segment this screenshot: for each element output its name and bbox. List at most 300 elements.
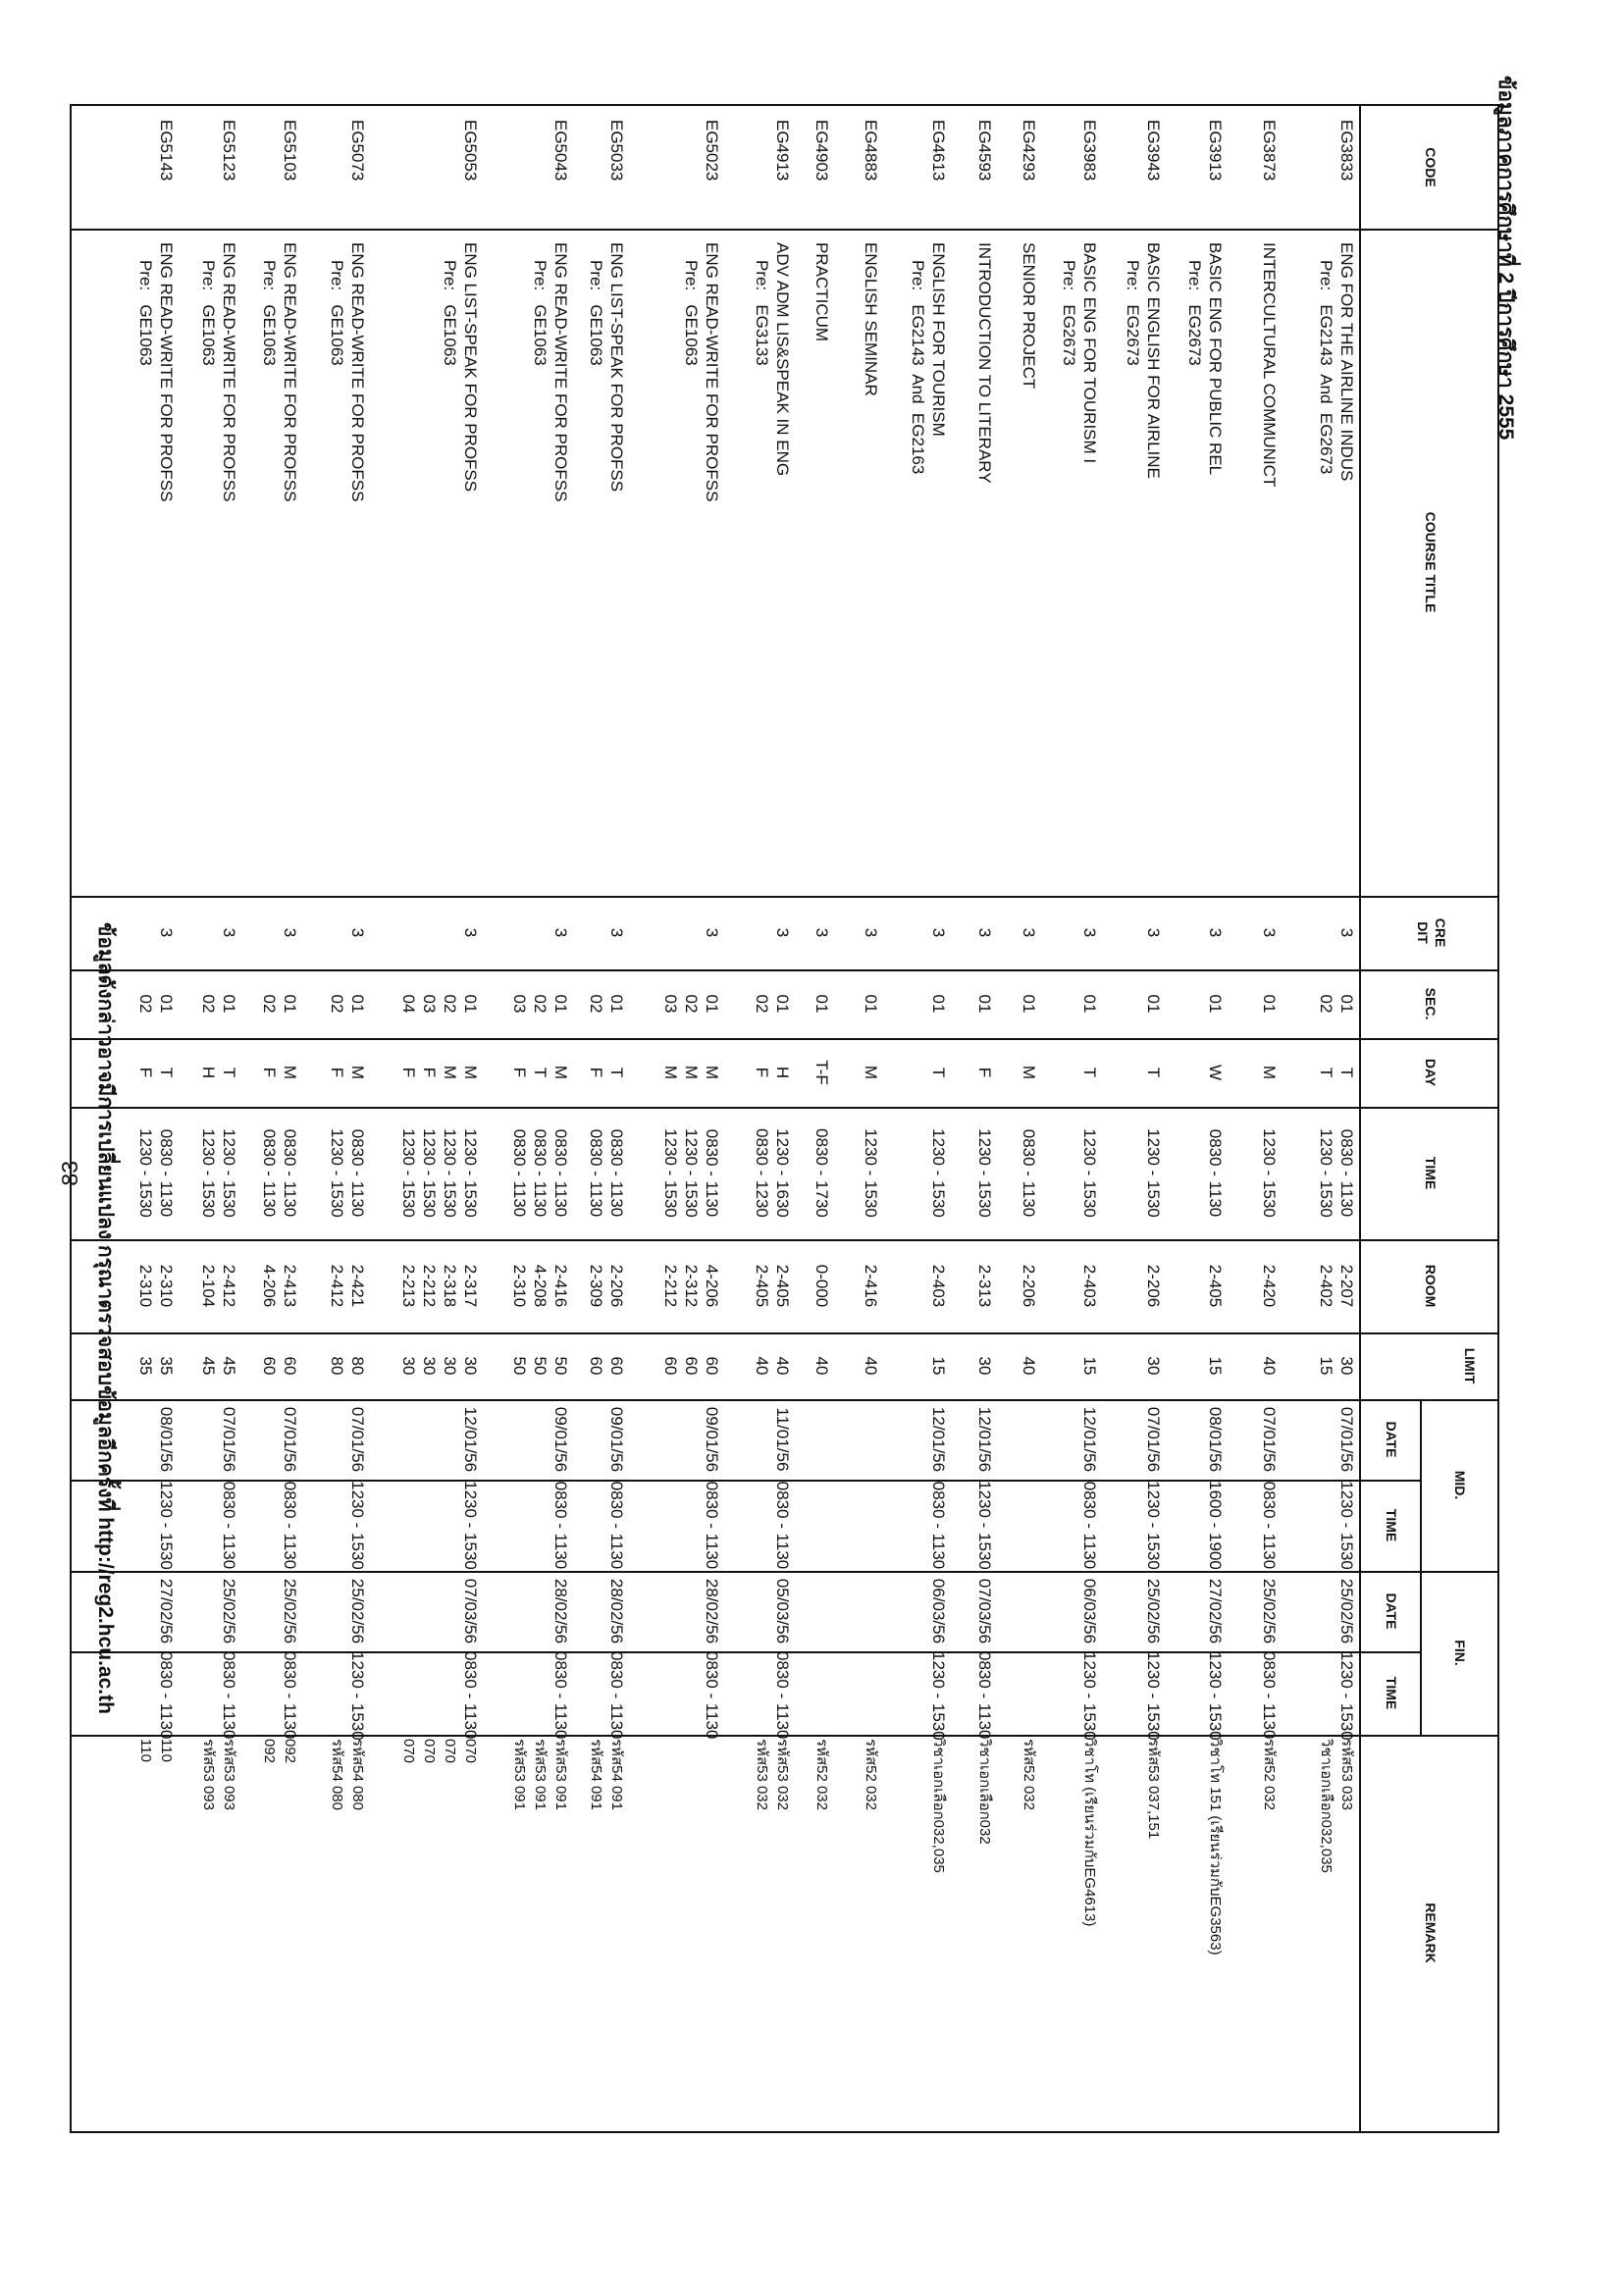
section-limit: 60 [281,1356,299,1376]
remark-text: รหัส53 091 [552,1739,569,1810]
final-exam-date: 25/02/56 [348,1578,367,1644]
section-number: 01 [975,994,994,1014]
section-time: 1230 - 1530 [1080,1128,1099,1218]
mid-exam-time: 0830 - 1130 [607,1481,626,1570]
section-room: 2-310 [157,1264,176,1308]
section-room: 2-416 [551,1264,570,1308]
section-day: M [682,1065,701,1080]
final-exam-time: 1230 - 1530 [1337,1651,1356,1741]
final-exam-time: 0830 - 1130 [220,1651,238,1740]
course-code: EG4883 [862,120,880,182]
course-title: ENG READ-WRITE FOR PROFSS [220,242,238,502]
header-rule [1359,106,1361,2131]
section-limit: 15 [1206,1356,1225,1376]
section-number: 04 [399,994,418,1014]
course-title: ENGLISH FOR TOURISM [929,242,948,437]
section-room: 2-206 [607,1264,626,1308]
section-number: 01 [348,994,367,1014]
section-number: 02 [531,994,550,1014]
final-exam-time: 0830 - 1130 [773,1651,792,1740]
final-exam-date: 07/03/56 [461,1578,480,1644]
section-limit: 60 [661,1356,680,1376]
section-limit: 80 [348,1356,367,1376]
course-code: EG5143 [157,120,176,182]
section-limit: 80 [328,1356,346,1376]
column-header: DAY [1423,1058,1439,1087]
mid-exam-date: 12/01/56 [461,1406,480,1473]
column-header: CODE [1423,147,1439,187]
course-title: ENG LIST-SPEAK FOR PROFSS [461,242,480,493]
section-day: T [1337,1067,1356,1078]
final-exam-date: 25/02/56 [220,1578,238,1644]
final-exam-date: 27/02/56 [1206,1578,1225,1644]
column-header: ROOM [1423,1264,1439,1308]
section-number: 01 [862,994,880,1014]
course-credit: 3 [773,927,792,938]
mid-exam-date: 07/01/56 [281,1406,299,1473]
course-code: EG4913 [773,120,792,182]
mid-exam-time: 0830 - 1130 [1080,1481,1099,1570]
section-limit: 30 [1337,1356,1356,1376]
section-day: H [199,1066,218,1079]
section-limit: 60 [260,1356,279,1376]
final-exam-time: 0830 - 1130 [607,1651,626,1740]
mid-exam-time: 0830 - 1130 [281,1481,299,1570]
remark-text: วิชาโท 151 (เรียนร่วมกับEG3563) [1207,1739,1224,1956]
section-number: 02 [753,994,771,1014]
mid-exam-date: 09/01/56 [703,1406,721,1473]
section-day: F [587,1067,605,1078]
remark-text: รหัส52 032 [1261,1739,1278,1810]
section-number: 01 [157,994,176,1014]
section-room: 2-412 [328,1264,346,1308]
course-credit: 3 [1144,927,1163,938]
column-header: COURSE TITLE [1423,511,1439,613]
course-prerequisite: Pre: GE1063 [531,260,550,366]
section-day: M [1260,1065,1279,1080]
section-day: T [1144,1067,1163,1078]
course-title: ENG READ-WRITE FOR PROFSS [551,242,570,502]
section-number: 01 [1337,994,1356,1014]
section-limit: 45 [199,1356,218,1376]
section-limit: 40 [753,1356,771,1376]
section-number: 01 [281,994,299,1014]
section-limit: 30 [399,1356,418,1376]
mid-exam-date: 07/01/56 [1337,1406,1356,1473]
section-room: 2-310 [136,1264,155,1308]
course-code: EG4293 [1020,120,1038,182]
course-title: ENG READ-WRITE FOR PROFSS [281,242,299,502]
section-number: 02 [136,994,155,1014]
section-time: 1230 - 1530 [136,1128,155,1218]
course-prerequisite: Pre: EG2143 And EG2673 [1317,260,1335,475]
course-prerequisite: Pre: EG2673 [1185,260,1204,366]
remark-text: 070 [442,1739,458,1764]
section-day: F [420,1067,439,1078]
section-limit: 40 [773,1356,792,1376]
course-credit: 3 [607,927,626,938]
section-room: 2-405 [1206,1264,1225,1308]
section-day: M [862,1065,880,1080]
section-time: 1230 - 1530 [682,1128,701,1218]
course-title: ENG READ-WRITE FOR PROFSS [157,242,176,502]
section-room: 2-412 [220,1264,238,1308]
section-time: 1230 - 1530 [862,1128,880,1218]
course-prerequisite: Pre: EG2673 [1060,260,1078,366]
course-credit: 3 [551,927,570,938]
section-time: 1230 - 1630 [773,1128,792,1218]
course-title: ENGLISH SEMINAR [862,242,880,396]
column-header: TIME [1423,1156,1439,1190]
section-limit: 15 [1080,1356,1099,1376]
section-day: M [461,1065,480,1080]
final-exam-date: 28/02/56 [551,1578,570,1644]
course-code: EG5033 [607,120,626,182]
section-number: 03 [510,994,529,1014]
section-limit: 15 [1317,1356,1335,1376]
remark-text: รหัส54 080 [349,1739,366,1810]
course-code: EG4903 [812,120,831,182]
section-room: 2-420 [1260,1264,1279,1308]
section-number: 01 [703,994,721,1014]
final-exam-time: 0830 - 1130 [975,1651,994,1740]
remark-text: รหัส52 032 [863,1739,879,1810]
course-credit: 3 [703,927,721,938]
remark-text: 070 [462,1739,479,1764]
section-time: 1230 - 1530 [661,1128,680,1218]
mid-exam-date: 09/01/56 [607,1406,626,1473]
section-day: M [281,1065,299,1080]
mid-exam-time: 1230 - 1530 [1144,1481,1163,1570]
course-credit: 3 [220,927,238,938]
course-title: BASIC ENG FOR TOURISM I [1080,242,1099,464]
course-prerequisite: Pre: GE1063 [682,260,701,366]
section-room: 2-104 [199,1264,218,1308]
final-exam-time: 1230 - 1530 [348,1651,367,1741]
section-day: T [607,1067,626,1078]
course-code: EG3833 [1337,120,1356,182]
header-rule [1420,1399,1422,1735]
section-number: 03 [420,994,439,1014]
course-prerequisite: Pre: EG3133 [753,260,771,366]
course-credit: 3 [1260,927,1279,938]
column-header: CRE [1433,917,1448,948]
section-day: M [703,1065,721,1080]
course-credit: 3 [812,927,831,938]
section-number: 01 [773,994,792,1014]
section-limit: 30 [1144,1356,1163,1376]
course-credit: 3 [975,927,994,938]
section-day: F [328,1067,346,1078]
remark-text: 070 [421,1739,438,1764]
mid-exam-date: 08/01/56 [1206,1406,1225,1473]
final-exam-date: 06/03/56 [1080,1578,1099,1644]
section-time: 1230 - 1530 [1317,1128,1335,1218]
remark-text: วิชาโท (เรียนร่วมกับEG4613) [1081,1739,1098,1927]
remark-text: รหัส52 032 [813,1739,830,1810]
section-limit: 35 [157,1356,176,1376]
column-header: REMARK [1423,1903,1439,1963]
final-exam-date: 28/02/56 [703,1578,721,1644]
column-rule [72,229,1497,231]
section-limit: 45 [220,1356,238,1376]
section-room: 4-208 [531,1264,550,1308]
section-day: M [551,1065,570,1080]
section-time: 1230 - 1530 [441,1128,459,1218]
remark-text: วิชาเอกเลือก032,035 [1318,1739,1335,1873]
section-day: H [773,1066,792,1079]
section-room: 2-318 [441,1264,459,1308]
column-header: DATE [1384,1592,1399,1630]
section-limit: 60 [682,1356,701,1376]
section-day: M [1020,1065,1038,1080]
section-limit: 40 [812,1356,831,1376]
mid-exam-date: 07/01/56 [220,1406,238,1473]
section-time: 0830 - 1130 [587,1128,605,1218]
section-day: W [1206,1064,1225,1081]
semester-heading: ข้อมูลภาคการศึกษาที่ 2 ปีการศึกษา 2555 [1494,76,1517,441]
mid-exam-time: 1230 - 1530 [348,1481,367,1570]
section-room: 2-213 [399,1264,418,1308]
final-exam-date: 05/03/56 [773,1578,792,1644]
section-room: 2-212 [661,1264,680,1308]
mid-exam-date: 07/01/56 [348,1406,367,1473]
final-exam-date: 25/02/56 [1337,1578,1356,1644]
section-time: 0830 - 1130 [510,1128,529,1218]
section-day: T [220,1067,238,1078]
section-number: 01 [607,994,626,1014]
mid-exam-time: 1230 - 1530 [461,1481,480,1570]
section-room: 4-206 [703,1264,721,1308]
section-day: M [348,1065,367,1080]
course-prerequisite: Pre: EG2673 [1124,260,1142,366]
table-body [72,106,1497,2131]
mid-exam-time: 0830 - 1130 [551,1481,570,1570]
course-code: EG3873 [1260,120,1279,182]
course-code: EG4593 [975,120,994,182]
section-time: 1230 - 1530 [975,1128,994,1218]
course-credit: 3 [348,927,367,938]
section-limit: 30 [420,1356,439,1376]
mid-exam-time: 1230 - 1530 [1337,1481,1356,1570]
section-room: 4-206 [260,1264,279,1308]
mid-exam-date: 12/01/56 [929,1406,948,1473]
column-header: LIMIT [1462,1347,1478,1384]
schedule-table [70,104,1499,2133]
section-day: F [510,1067,529,1078]
remark-text: 110 [158,1739,175,1762]
course-code: EG5053 [461,120,480,182]
course-code: EG5123 [220,120,238,182]
section-room: 2-212 [420,1264,439,1308]
section-limit: 40 [1020,1356,1038,1376]
remark-text: รหัส53 091 [511,1739,528,1810]
section-limit: 30 [975,1356,994,1376]
section-room: 2-403 [929,1264,948,1308]
remark-text: รหัส53 033 [1338,1739,1355,1810]
final-exam-date: 27/02/56 [157,1578,176,1644]
section-day: T [157,1067,176,1078]
section-time: 0830 - 1130 [703,1128,721,1218]
section-limit: 60 [587,1356,605,1376]
section-time: 1230 - 1530 [399,1128,418,1218]
course-code: EG5103 [281,120,299,182]
final-exam-date: 25/02/56 [281,1578,299,1644]
section-room: 0-000 [812,1264,831,1308]
course-prerequisite: Pre: GE1063 [328,260,346,366]
remark-text: รหัส52 032 [1021,1739,1037,1810]
section-time: 0830 - 1130 [607,1128,626,1218]
section-limit: 50 [531,1356,550,1376]
final-exam-time: 0830 - 1130 [1260,1651,1279,1740]
remark-text: รหัส53 032 [774,1739,791,1810]
course-credit: 3 [1080,927,1099,938]
section-limit: 40 [1260,1356,1279,1376]
mid-exam-date: 07/01/56 [1144,1406,1163,1473]
course-code: EG3983 [1080,120,1099,182]
section-day: T [929,1067,948,1078]
course-title: ENG READ-WRITE FOR PROFSS [703,242,721,502]
column-header: SEC. [1423,987,1439,1020]
section-room: 2-416 [862,1264,880,1308]
column-header: MID. [1452,1470,1468,1500]
course-code: EG3913 [1206,120,1225,182]
final-exam-date: 07/03/56 [975,1578,994,1644]
section-room: 2-317 [461,1264,480,1308]
section-day: M [441,1065,459,1080]
course-title: ENG LIST-SPEAK FOR PROFSS [607,242,626,493]
course-credit: 3 [461,927,480,938]
final-exam-time: 1230 - 1530 [1080,1651,1099,1741]
course-title: ENG FOR THE AIRLINE INDUS [1337,242,1356,482]
course-prerequisite: Pre: GE1063 [587,260,605,366]
section-room: 2-405 [753,1264,771,1308]
section-number: 01 [551,994,570,1014]
section-number: 01 [220,994,238,1014]
remark-text: วิชาเอกเลือก032,035 [930,1739,947,1873]
section-limit: 50 [510,1356,529,1376]
section-number: 01 [461,994,480,1014]
section-number: 01 [1144,994,1163,1014]
section-day: F [260,1067,279,1078]
course-code: EG5023 [703,120,721,182]
course-credit: 3 [1020,927,1038,938]
final-exam-time: 1230 - 1530 [1144,1651,1163,1741]
course-credit: 3 [157,927,176,938]
section-number: 02 [199,994,218,1014]
course-title: SENIOR PROJECT [1020,242,1038,390]
section-limit: 35 [136,1356,155,1376]
section-time: 0830 - 1130 [348,1128,367,1218]
course-title: ENG READ-WRITE FOR PROFSS [348,242,367,502]
section-number: 02 [260,994,279,1014]
final-exam-time: 0830 - 1130 [461,1651,480,1740]
section-number: 01 [1080,994,1099,1014]
section-time: 1230 - 1530 [461,1128,480,1218]
course-credit: 3 [929,927,948,938]
section-limit: 30 [441,1356,459,1376]
section-room: 2-403 [1080,1264,1099,1308]
section-limit: 30 [461,1356,480,1376]
final-exam-time: 1230 - 1530 [929,1651,948,1741]
section-number: 02 [1317,994,1335,1014]
column-header: DATE [1384,1421,1399,1458]
final-exam-time: 0830 - 1130 [157,1651,176,1740]
course-prerequisite: Pre: GE1063 [199,260,218,366]
section-room: 2-313 [975,1264,994,1308]
section-time: 0830 - 1130 [1337,1128,1356,1218]
section-room: 2-310 [510,1264,529,1308]
section-day: T [531,1067,550,1078]
remark-text: รหัส53 093 [200,1739,217,1810]
remark-text: วิชาเอกเลือก032 [976,1739,993,1845]
course-title: ADV ADM LIS&SPEAK IN ENG [773,242,792,477]
remark-text: รหัส53 091 [532,1739,549,1810]
mid-exam-date: 12/01/56 [1080,1406,1099,1473]
course-prerequisite: Pre: GE1063 [260,260,279,366]
mid-exam-time: 1230 - 1530 [157,1481,176,1570]
course-title: INTERCULTURAL COMMUNICT [1260,242,1279,488]
section-room: 2-405 [773,1264,792,1308]
section-limit: 60 [703,1356,721,1376]
section-time: 0830 - 1130 [1206,1128,1225,1218]
mid-exam-time: 1230 - 1530 [975,1481,994,1570]
course-title: BASIC ENGLISH FOR AIRLINE [1144,242,1163,479]
mid-exam-date: 08/01/56 [157,1406,176,1473]
footer-note: ข้อมูลดังกล่าวอาจมีการเปลี่ยนแปลง กรุณาตรวจสอบข้อมูลอีกครั้งที่ http://reg2.hcu.ac.th [94,922,117,1714]
section-room: 2-402 [1317,1264,1335,1308]
course-title: PRACTICUM [812,242,831,342]
section-day: F [399,1067,418,1078]
section-number: 01 [812,994,831,1014]
course-prerequisite: Pre: EG2143 And EG2163 [909,260,927,475]
remark-text: รหัส53 093 [221,1739,237,1810]
course-prerequisite: Pre: GE1063 [136,260,155,366]
column-header: DIT [1415,921,1431,944]
remark-text: 092 [261,1739,278,1764]
section-room: 2-421 [348,1264,367,1308]
remark-text: รหัส54 091 [608,1739,625,1810]
section-time: 0830 - 1130 [281,1128,299,1218]
course-code: EG5043 [551,120,570,182]
section-day: M [661,1065,680,1080]
final-exam-date: 25/02/56 [1260,1578,1279,1644]
section-room: 2-312 [682,1264,701,1308]
mid-exam-date: 12/01/56 [975,1406,994,1473]
section-number: 01 [1020,994,1038,1014]
course-credit: 3 [1337,927,1356,938]
final-exam-time: 1230 - 1530 [1206,1651,1225,1741]
remark-text: รหัส54 091 [588,1739,604,1810]
final-exam-time: 0830 - 1130 [551,1651,570,1740]
mid-exam-time: 1600 - 1900 [1206,1481,1225,1570]
section-room: 2-206 [1144,1264,1163,1308]
mid-exam-time: 0830 - 1130 [773,1481,792,1570]
final-exam-date: 28/02/56 [607,1578,626,1644]
mid-exam-time: 0830 - 1130 [1260,1481,1279,1570]
course-title: BASIC ENG FOR PUBLIC REL [1206,242,1225,476]
section-time: 1230 - 1530 [420,1128,439,1218]
section-day: F [136,1067,155,1078]
column-header: FIN. [1452,1640,1468,1666]
section-number: 02 [587,994,605,1014]
course-credit: 3 [1206,927,1225,938]
section-limit: 40 [862,1356,880,1376]
course-prerequisite: Pre: GE1063 [441,260,459,366]
remark-text: 070 [400,1739,417,1764]
section-number: 02 [328,994,346,1014]
course-credit: 3 [281,927,299,938]
